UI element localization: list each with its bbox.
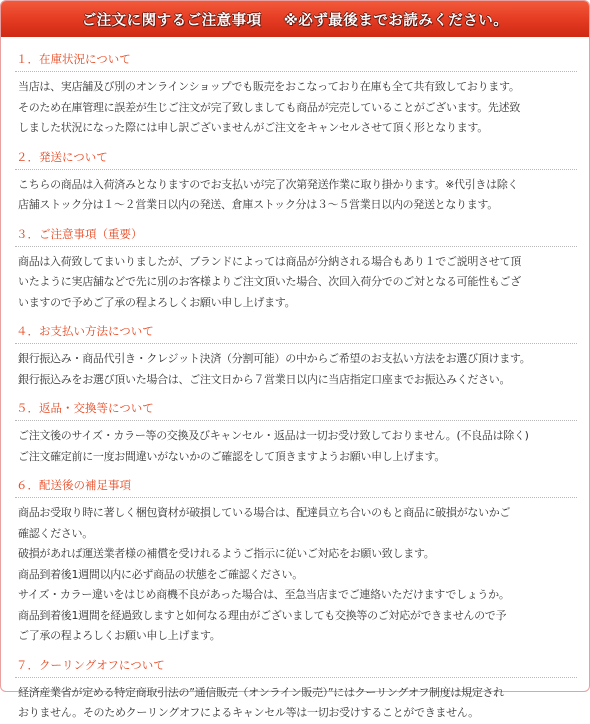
- banner-note: ※必ず最後までお読みください。: [283, 12, 509, 29]
- section-text-line: おりません。そのためクーリングオフによるキャンセル等は一切お受けすることができません。: [18, 706, 479, 719]
- section-heading: ４．お支払い方法について: [15, 323, 577, 344]
- section-text-line: そのため在庫管理に誤差が生じご注文が完了致しましても商品が完売していることがございます。先述致: [18, 100, 521, 114]
- section-text-line: ご注文後のサイズ・カラー等の交換及びキャンセル・返品は一切お受け致しておりません。(不良品は除く): [18, 429, 529, 442]
- section-payment-methods: [18, 323, 577, 390]
- section-text-line: しました状況になった際には申し訳ございませんがご注文をキャンセルさせて頂く形となります。: [18, 121, 488, 134]
- banner-title: ご注文に関するご注意事項: [81, 12, 262, 29]
- section-heading: ５．返品・交換等について: [15, 400, 577, 421]
- section-cooling-off: [18, 657, 577, 724]
- section-text-line: いたように実店舗などで先に別のお客様よりご注文頂いた場合、次回入荷分でのご対となる可能性もござ: [18, 275, 521, 288]
- section-text-line: いますので予めご了承の程よろしくお願い申し上げます。: [18, 295, 296, 309]
- section-text-line: 銀行振込み・商品代引き・クレジット決済（分割可能）の中からご希望のお支払い方法をお選び頂けます。: [18, 352, 531, 365]
- section-text-line: 商品は入荷致してまいりましたが、ブランドによっては商品が分納される場合もあり１でご説明させて頂: [18, 254, 521, 268]
- section-text-line: 破損があれば運送業者様の補償を受けれるようご指示に従いご対応をお願い致します。: [18, 547, 435, 560]
- section-text-line: 店舗ストック分は１～２営業日以内の発送、倉庫ストック分は３～５営業日以内の発送となります。: [18, 198, 498, 211]
- section-after-delivery: [18, 477, 577, 647]
- section-text-line: こちらの商品は入荷済みとなりますのでお支払いが完了次第発送作業に取り掛かります。※代引きは除く: [18, 177, 519, 191]
- section-shipping: [18, 149, 577, 216]
- section-text-line: サイズ・カラー違いをはじめ商機不良があった場合は、至急当店までご連絡いただけますでしょうか。: [18, 588, 510, 601]
- section-stock-status: [18, 51, 577, 139]
- notice-content: [1, 37, 589, 724]
- section-heading: ６．配送後の補足事項: [15, 477, 577, 498]
- section-returns-exchanges: [18, 400, 577, 467]
- section-heading: ７．クーリングオフについて: [15, 657, 577, 678]
- section-heading: ３．ご注意事項（重要）: [15, 226, 577, 247]
- section-text-line: 商品到着後1週間以内に必ず商品の状態をご確認ください。: [18, 567, 303, 581]
- section-important-notes: [18, 226, 577, 314]
- section-text-line: 経済産業省が定める特定商取引法の”通信販売（オンライン販売）”にはクーリングオフ制度は規定され: [18, 685, 504, 699]
- section-heading: １．在庫状況について: [15, 51, 577, 72]
- section-text-line: 銀行振込みをお選び頂いた場合は、ご注文日から７営業日以内に当店指定口座までお振込みください。: [18, 372, 511, 386]
- section-text-line: 当店は、実店舗及び別のオンラインショップでも販売をおこなっており在庫も全て共有致しております。: [18, 80, 520, 93]
- section-heading: ２．発送について: [15, 149, 577, 170]
- section-text-line: ご注文確定前に一度お間違いがないかのご確認をして頂きますようお願い申し上げます。: [18, 449, 446, 463]
- section-text-line: 商品到着後1週間を経過致しますと如何なる理由がございましても交換等のご対応ができませんので予: [18, 608, 507, 622]
- section-text-line: 商品お受取り時に著しく梱包資材が破損している場合は、配達員立ち合いのもと商品に破損がないかご: [18, 506, 511, 519]
- section-text-line: ご了承の程よろしくお願い申し上げます。: [18, 629, 221, 642]
- notice-banner: [1, 1, 589, 37]
- section-text-line: 確認ください。: [18, 526, 93, 540]
